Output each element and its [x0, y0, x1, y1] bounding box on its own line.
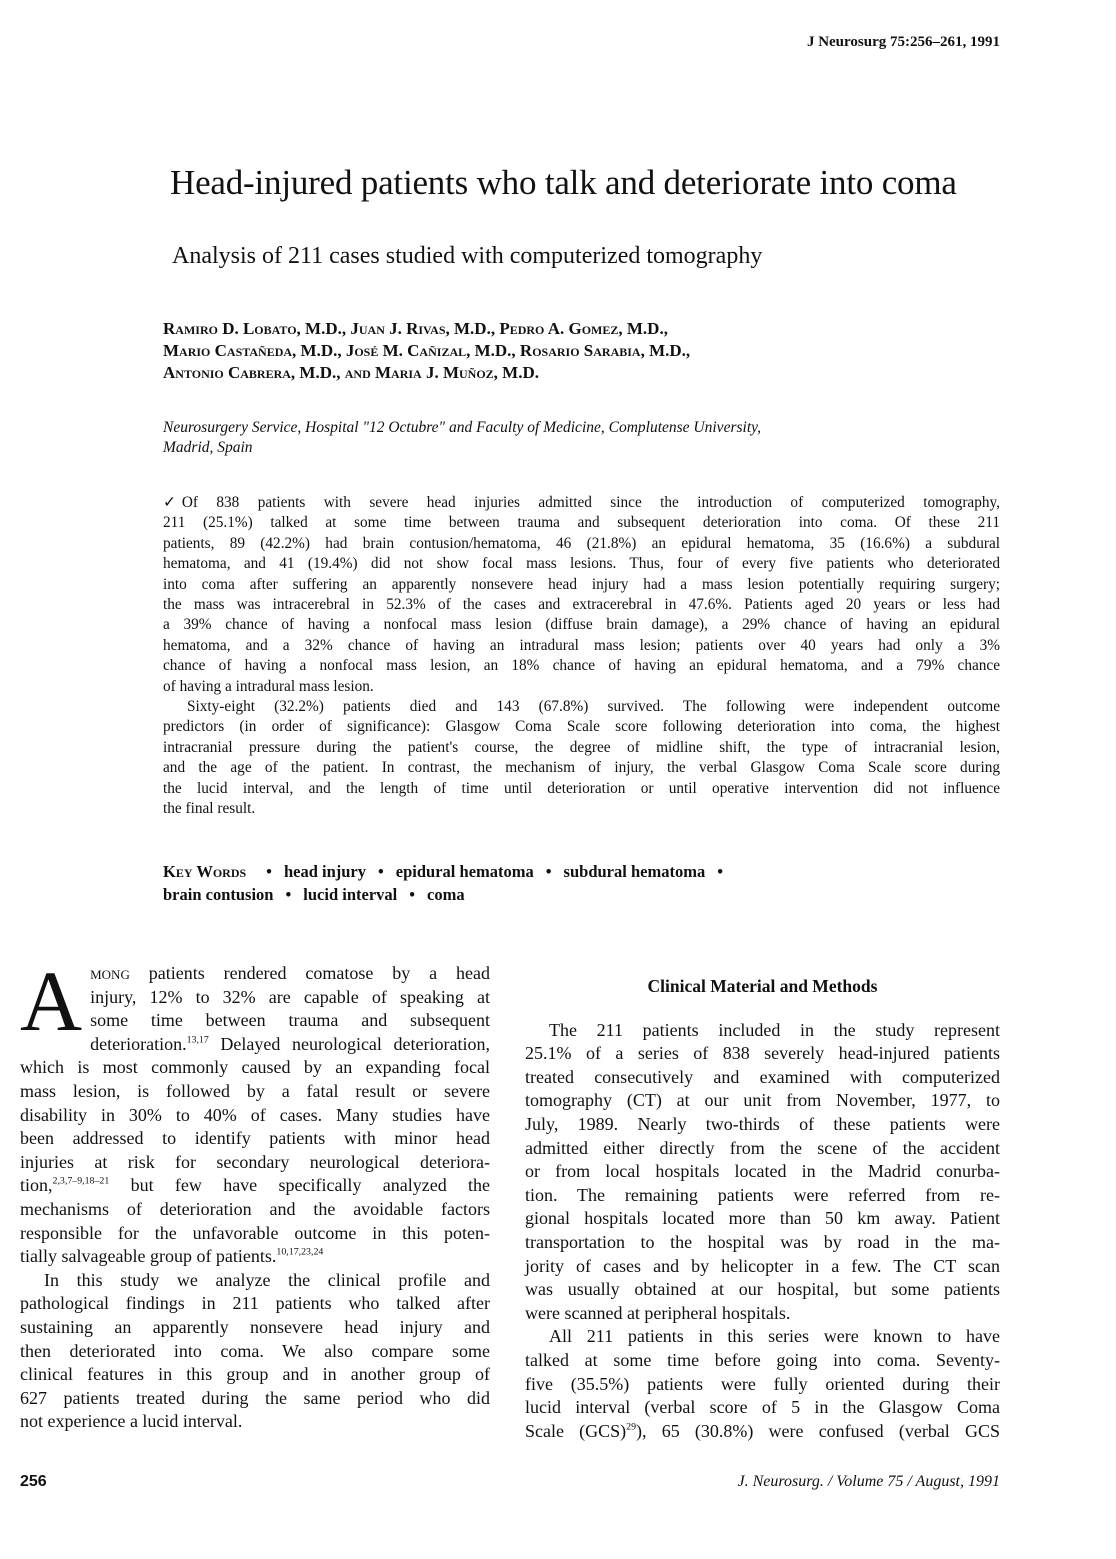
- text-line: [20, 1340, 490, 1364]
- text-line: [20, 1009, 490, 1033]
- running-head: [807, 34, 1000, 51]
- text-run: five (35.5%) patients were fully oriented during their: [525, 1373, 1000, 1394]
- text-run: 627 patients treated during the same period who did: [20, 1387, 490, 1408]
- text-line: [163, 534, 1000, 554]
- text-run: tion,: [20, 1175, 53, 1196]
- keyword: coma: [427, 885, 465, 904]
- text-run: Sixty-eight (32.2%) patients died and 143 (67.8%) survived. The following were independent outcome: [187, 698, 1000, 716]
- text-line: [163, 554, 1000, 574]
- text-line: [20, 1198, 490, 1222]
- keywords-row-2: [163, 883, 735, 906]
- text-run: pathological findings in 211 patients who talked after: [20, 1293, 490, 1314]
- text-line: [20, 1363, 490, 1387]
- running-head-journal: J Neurosurg: [806, 34, 887, 50]
- text-line: [525, 1349, 1000, 1373]
- text-line: [20, 986, 490, 1010]
- paper-title: Head-injured patients who talk and deteriorate into coma: [170, 163, 957, 202]
- text-run: chance of having a nonfocal mass lesion, an 18% chance of having an epidural hematoma, and a 79% chance: [163, 657, 1000, 675]
- keyword-separator: •: [378, 862, 384, 881]
- text-run: injury, 12% to 32% are capable of speaking at: [90, 986, 490, 1007]
- drop-cap: A: [20, 953, 83, 1049]
- running-head-citation: 75:256–261, 1991: [886, 34, 1000, 50]
- text-line: [525, 1113, 1000, 1137]
- text-run: Of 838 patients with severe head injuries admitted since the introduction of computerized tomography,: [181, 494, 1000, 511]
- text-line: [20, 1316, 490, 1340]
- text-run: jority of cases and by helicopter in a few. The CT scan: [525, 1255, 1000, 1276]
- text-line: [20, 1033, 490, 1057]
- text-run: hematoma, and 41 (19.4%) did not show focal mass lesions. Thus, four of every five patients who deteriorated: [163, 555, 1000, 573]
- keywords: [163, 860, 735, 906]
- text-run: the final result.: [163, 800, 256, 818]
- citation-superscript: 13,17: [186, 1034, 209, 1046]
- text-line: [20, 1222, 490, 1246]
- text-run: July, 1989. Nearly two-thirds of these patients were: [525, 1113, 1000, 1134]
- text-run: gional hospitals located more than 50 km away. Patient: [525, 1208, 1000, 1229]
- keywords-label: Key Words: [163, 862, 247, 881]
- keyword-separator: •: [545, 862, 552, 881]
- text-run: patients, 89 (42.2%) had brain contusion/hematoma, 46 (21.8%) an epidural hematoma, 35 (16.6%) a subdural: [163, 534, 1000, 552]
- text-run: some time between trauma and subsequent: [90, 1010, 490, 1031]
- keyword: subdural hematoma: [563, 862, 706, 881]
- citation-superscript: 29: [626, 1421, 637, 1433]
- text-run: lucid interval (verbal score of 5 in the Glasgow Coma: [525, 1397, 1000, 1418]
- text-line: [20, 1292, 490, 1316]
- affiliation-line: Madrid, Spain: [163, 439, 253, 456]
- text-line: [525, 1278, 1000, 1302]
- text-run: The 211 patients included in the study represent: [549, 1019, 1000, 1040]
- text-run: into coma after suffering an apparently nonsevere head injury had a mass lesion potentially requiring surgery;: [163, 575, 1000, 593]
- text-line: [20, 1174, 490, 1198]
- affiliation: [163, 418, 761, 458]
- keyword-separator: •: [409, 885, 416, 904]
- text-run: sustaining an apparently nonsevere head injury and: [20, 1316, 490, 1337]
- keyword-separator: •: [717, 862, 723, 881]
- text-line: [163, 575, 1000, 595]
- text-line: [20, 1269, 490, 1293]
- text-run: clinical features in this group and in another group of: [20, 1364, 490, 1385]
- text-line: [163, 656, 1000, 676]
- text-run: which is most commonly caused by an expanding focal: [20, 1057, 490, 1078]
- text-run: not experience a lucid interval.: [20, 1411, 243, 1432]
- keyword: brain contusion: [163, 885, 274, 904]
- text-run: 25.1% of a series of 838 severely head-injured patients: [525, 1043, 1000, 1064]
- citation-superscript: 10,17,23,24: [276, 1246, 324, 1258]
- text-line: [525, 1325, 1000, 1349]
- text-line: [525, 1302, 1000, 1326]
- body-column-right: [525, 975, 1000, 1443]
- text-run: intracranial pressure during the patient's course, the degree of midline shift, the type of intracranial lesion,: [163, 738, 1000, 756]
- text-line: [163, 697, 1000, 717]
- text-line: [525, 1420, 1000, 1444]
- text-line: [163, 738, 1000, 758]
- check-mark-icon: ✓: [163, 494, 176, 511]
- footer-journal: J. Neurosurg. / Volume 75 / August, 1991: [737, 1473, 1000, 1490]
- text-line: [525, 1042, 1000, 1066]
- text-line: [525, 1019, 1000, 1043]
- text-line: [20, 1151, 490, 1175]
- text-line: [525, 1255, 1000, 1279]
- text-line: [525, 1160, 1000, 1184]
- citation-superscript: 2,3,7–9,18–21: [52, 1175, 110, 1187]
- text-line: [525, 1066, 1000, 1090]
- text-line: [20, 1127, 490, 1151]
- text-line: [20, 1056, 490, 1080]
- author-list: [163, 318, 690, 384]
- keywords-row-1: [163, 860, 735, 883]
- text-line: [20, 962, 490, 986]
- text-run: disability in 30% to 40% of cases. Many studies have: [20, 1104, 490, 1125]
- text-line: [20, 1387, 490, 1411]
- text-run: a 39% chance of having a nonfocal mass lesion (diffuse brain damage), a 29% chance of having an epidural: [163, 616, 1000, 634]
- text-run: deterioration.: [90, 1033, 187, 1054]
- text-line: [163, 717, 1000, 737]
- body-column-left: [20, 953, 490, 1434]
- keyword: epidural hematoma: [395, 862, 534, 881]
- keyword-separator: •: [266, 862, 272, 881]
- author-line: Mario Castañeda, M.D., José M. Cañizal, M.D., Rosario Sarabia, M.D.,: [163, 341, 691, 360]
- text-line: [20, 1410, 490, 1434]
- author-line: Antonio Cabrera, M.D., and Maria J. Muñoz, M.D.: [163, 363, 540, 382]
- text-run: injuries at risk for secondary neurological deteriora-: [20, 1151, 490, 1172]
- keyword: head injury: [283, 862, 367, 881]
- text-run: and the age of the patient. In contrast, the mechanism of injury, the verbal Glasgow Coma Scale score during: [163, 759, 1000, 777]
- text-run: responsible for the unfavorable outcome in this poten-: [20, 1222, 490, 1243]
- text-run: but few have specifically analyzed the: [109, 1175, 490, 1196]
- text-run: tomography (CT) at our unit from November, 1977, to: [525, 1090, 1000, 1111]
- text-line: [525, 1207, 1000, 1231]
- text-run: predictors (in order of significance): Glasgow Coma Scale score following deterioration into coma, the highest: [163, 718, 1000, 736]
- text-run: were scanned at peripheral hospitals.: [525, 1302, 791, 1323]
- text-line: [163, 595, 1000, 615]
- text-run: the mass was intracerebral in 52.3% of the cases and extracerebral in 47.6%. Patients aged 20 years or less had: [163, 596, 1000, 614]
- text-run: of having a intradural mass lesion.: [163, 677, 374, 695]
- keyword-separator: •: [285, 885, 292, 904]
- text-run: treated consecutively and examined with computerized: [525, 1066, 1000, 1087]
- text-run: transportation to the hospital was by road in the ma-: [525, 1231, 1000, 1252]
- small-caps-run: mong: [90, 963, 130, 983]
- section-heading: Clinical Material and Methods: [647, 976, 878, 996]
- text-run: All 211 patients in this series were known to have: [549, 1326, 1000, 1347]
- text-line: [163, 677, 1000, 697]
- text-run: then deteriorated into coma. We also compare some: [20, 1340, 490, 1361]
- text-run: was usually obtained at our hospital, but some patients: [525, 1279, 1000, 1300]
- text-run: Scale (GCS): [525, 1420, 627, 1441]
- text-run: 211 (25.1%) talked at some time between trauma and subsequent deterioration into coma. Of these 211: [163, 514, 1000, 532]
- text-line: [163, 799, 1000, 819]
- paper-subtitle: Analysis of 211 cases studied with computerized tomography: [172, 243, 763, 269]
- text-line: [163, 513, 1000, 533]
- page-number: 256: [20, 1473, 47, 1490]
- text-run: admitted either directly from the scene of the accident: [525, 1137, 1000, 1158]
- text-line: [525, 1089, 1000, 1113]
- affiliation-line: Neurosurgery Service, Hospital "12 Octubre" and Faculty of Medicine, Complutense University,: [163, 419, 762, 436]
- text-line: [525, 1396, 1000, 1420]
- text-run: mass lesion, is followed by a fatal result or severe: [20, 1080, 490, 1101]
- text-run: In this study we analyze the clinical profile and: [44, 1269, 490, 1290]
- text-run: tially salvageable group of patients.: [20, 1246, 277, 1267]
- text-run: hematoma, and a 32% chance of having an intradural mass lesion; patients over 40 years had only a 3%: [163, 636, 1000, 654]
- author-line: Ramiro D. Lobato, M.D., Juan J. Rivas, M.D., Pedro A. Gomez, M.D.,: [163, 319, 668, 338]
- text-line: [163, 493, 1000, 513]
- text-line: [20, 1080, 490, 1104]
- text-run: or from local hospitals located in the Madrid conurba-: [525, 1161, 1000, 1182]
- text-line: [163, 615, 1000, 635]
- text-line: [525, 1137, 1000, 1161]
- text-run: mechanisms of deterioration and the avoidable factors: [20, 1198, 490, 1219]
- text-line: [525, 1231, 1000, 1255]
- text-line: [525, 1373, 1000, 1397]
- text-run: tion. The remaining patients were referred from re-: [525, 1184, 1000, 1205]
- text-line: [163, 636, 1000, 656]
- text-run: patients rendered comatose by a head: [129, 963, 490, 983]
- text-run: Delayed neurological deterioration,: [208, 1033, 490, 1054]
- text-line: [20, 1245, 490, 1269]
- text-run: the lucid interval, and the length of time until deterioration or until operative intervention did not influence: [163, 779, 1000, 797]
- text-line: [163, 758, 1000, 778]
- text-line: [20, 1104, 490, 1128]
- text-line: [525, 1184, 1000, 1208]
- text-line: [163, 779, 1000, 799]
- text-run: been addressed to identify patients with minor head: [20, 1128, 490, 1149]
- text-run: ), 65 (30.8%) were confused (verbal GCS: [636, 1420, 1001, 1441]
- keyword: lucid interval: [303, 885, 398, 904]
- text-run: talked at some time before going into coma. Seventy-: [525, 1349, 1000, 1370]
- abstract: [163, 493, 1000, 820]
